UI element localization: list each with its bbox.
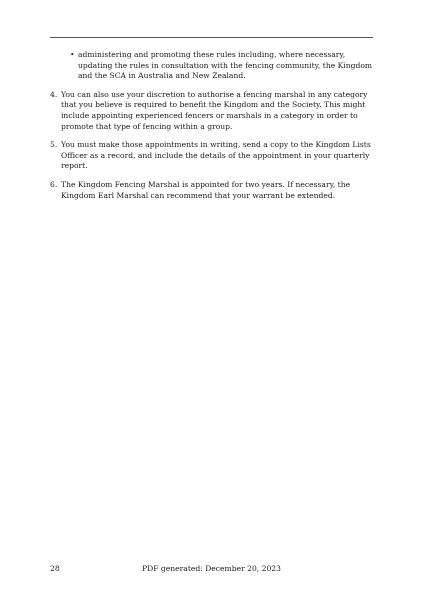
item-text: You can also use your discretion to authorise a fencing marshal in any category that you believe is required to benefit the Kingdom and the Society. This might include appointing experienced fencers or marshals in a category in order to promote that type of fencing within a group. <box>61 89 368 131</box>
page-footer <box>50 564 373 576</box>
header-rule <box>50 37 373 38</box>
bullet-marker: • <box>70 50 75 59</box>
item-number: 6. <box>50 179 58 189</box>
page-number: 28 <box>50 564 60 573</box>
item-number: 4. <box>50 89 58 99</box>
numbered-item-4 <box>50 90 373 132</box>
page-content <box>50 50 373 209</box>
bullet-item <box>50 50 373 82</box>
numbered-item-6 <box>50 180 373 201</box>
bullet-text: administering and promoting these rules including, where necessary, updating the rules in consultation with the fencing community, the Kingdom and the SCA in Australia and New Zealand. <box>78 50 373 81</box>
numbered-item-5 <box>50 140 373 172</box>
generated-date: PDF generated: December 20, 2023 <box>142 564 281 573</box>
item-text: You must make those appointments in writing, send a copy to the Kingdom Lists Officer as a record, and include the details of the appointment in your quarterly report. <box>61 140 371 171</box>
item-text: The Kingdom Fencing Marshal is appointed for two years. If necessary, the Kingdom Earl Marshal can recommend that your warrant be extended. <box>61 179 351 200</box>
item-number: 5. <box>50 140 58 150</box>
